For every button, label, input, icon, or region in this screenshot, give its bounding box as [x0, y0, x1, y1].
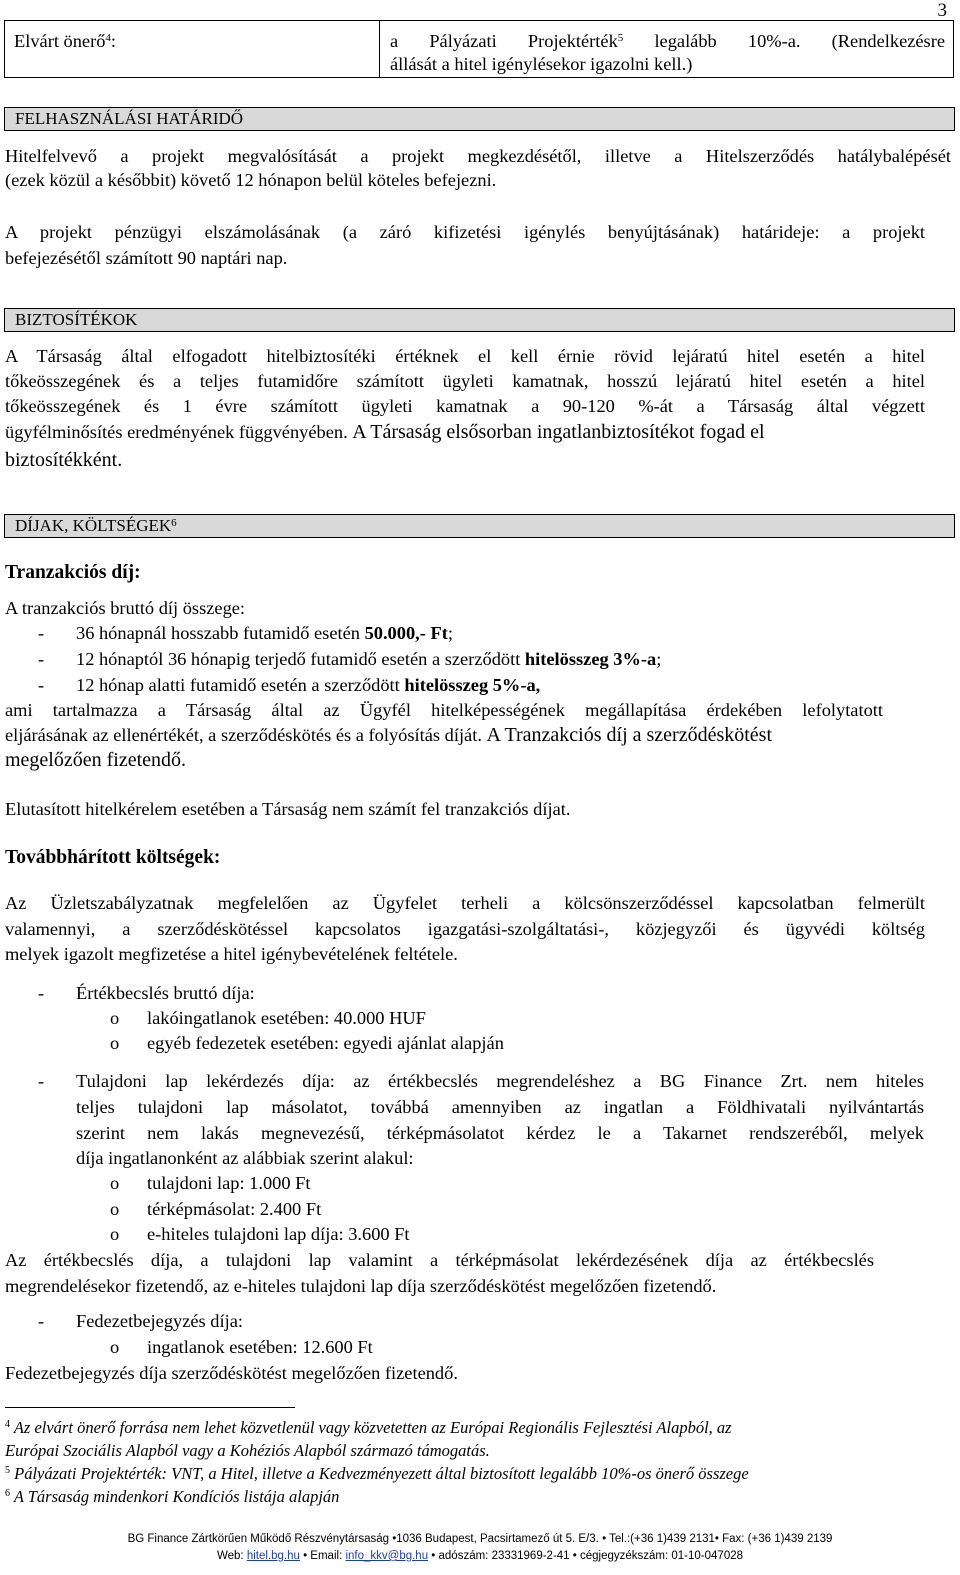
transaction-fee-heading: Tranzakciós díj:: [5, 562, 141, 583]
circle-bullet: o: [110, 1337, 120, 1357]
valuation-fee-title: Értékbecslés bruttó díja:: [76, 983, 255, 1003]
valuation-payment-line: megrendelésekor fizetendő, az e-hiteles tulajdoni lap díja szerződéskötést megelőzően fizetendő.: [5, 1276, 717, 1296]
collateral-line: tőkeösszegének és a teljes futamidőre számított ügyleti kamatnak, hosszú lejáratú hitel esetén a hitel: [5, 371, 925, 391]
land-registry-fee-line: díja ingatlanonként az alábbiak szerint alakul:: [76, 1148, 414, 1168]
footer-contact-line: Web: hitel.bg.hu • Email: info_kkv@bg.hu • adószám: 23331969-2-41 • cégjegyzékszám: 01-10-047028: [216, 1550, 744, 1562]
land-registry-fee-line: Tulajdoni lap lekérdezés díja: az értékbecslés megrendeléshez a BG Finance Zrt. nem hiteles: [76, 1071, 924, 1091]
circle-bullet: o: [110, 1224, 120, 1244]
registration-payment-text: Fedezetbejegyzés díja szerződéskötést megelőzően fizetendő.: [5, 1363, 458, 1383]
circle-bullet: o: [110, 1033, 120, 1053]
deadline-paragraph-line: Hitelfelvevő a projekt megvalósítását a projekt megkezdésétől, illetve a Hitelszerződés hatálybalépését: [5, 146, 951, 166]
registration-fee-title: Fedezetbejegyzés díja:: [76, 1311, 243, 1331]
section-heading-fees: DÍJAK, KÖLTSÉGEK$^6$: [4, 514, 955, 538]
footnote-4: $^4$ Az elvárt önerő forrása nem lehet közvetlenül vagy közvetetten az Európai Regionális Fejlesztési Alapból, az: [5, 1418, 732, 1437]
section-heading-collateral: BIZTOSÍTÉKOK: [4, 308, 955, 332]
collateral-line: A Társaság által elfogadott hitelbiztosítéki értéknek el kell érnie rövid lejáratú hitel esetén a hitel: [5, 346, 925, 366]
circle-bullet: o: [110, 1199, 120, 1219]
dash-bullet: -: [38, 623, 45, 643]
valuation-fee-item: egyéb fedezetek esetében: egyedi ajánlat alapján: [147, 1033, 504, 1053]
passed-on-costs-line: valamennyi, a szerződéskötéssel kapcsolatos igazgatási-szolgáltatási-, közjegyzői és ügyvédi költség: [5, 919, 925, 939]
land-registry-fee-item: tulajdoni lap: 1.000 Ft: [147, 1173, 311, 1193]
footnote-5: $^5$ Pályázati Projektérték: VNT, a Hitel, illetve a Kedvezményezett által biztosított legalább 10%-os önerő összege: [5, 1464, 749, 1483]
email-link[interactable]: info_kkv@bg.hu: [345, 1550, 429, 1562]
settlement-paragraph-line: befejezésétől számított 90 naptári nap.: [5, 248, 288, 268]
registration-fee-item: ingatlanok esetében: 12.600 Ft: [147, 1337, 373, 1357]
dash-bullet: -: [38, 675, 45, 695]
settlement-paragraph-line: A projekt pénzügyi elszámolásának (a záró kifizetési igénylés benyújtásának) határideje: a projekt: [5, 222, 925, 242]
land-registry-fee-line: teljes tulajdoni lap másolatot, továbbá amennyiben az ingatlan a Földhivatali nyilvántartás: [76, 1097, 924, 1117]
own-contribution-table: [4, 20, 954, 78]
footnote-ref-6[interactable]: 6: [171, 517, 177, 529]
collateral-line: tőkeösszegének és 1 évre számított ügyleti kamatnak a 90-120 %-át a Társaság által végzett: [5, 396, 925, 416]
circle-bullet: o: [110, 1173, 120, 1193]
footnote-rule: [5, 1407, 295, 1408]
collateral-line: ügyfélminősítés eredményének függvényében. A Társaság elsősorban ingatlanbiztosítékot fogad el: [5, 421, 765, 443]
own-contribution-value-line2: állását a hitel igénylésekor igazolni kell.): [390, 54, 693, 74]
website-link[interactable]: hitel.bg.hu: [246, 1550, 300, 1562]
footnote-ref-4[interactable]: 4: [105, 32, 111, 44]
footer-company-line: BG Finance Zártkörűen Működő Részvénytársaság •1036 Budapest, Pacsirtamező út 5. E/3. • Tel.:(+36 1)439 2131• Fax: (+36 1)439 2139: [127, 1533, 833, 1545]
own-contribution-label: Elvárt önerő$^4$:: [14, 31, 117, 51]
dash-bullet: -: [38, 649, 45, 669]
circle-bullet: o: [110, 1008, 120, 1028]
passed-on-costs-line: Az Üzletszabályzatnak megfelelően az Ügyfelet terheli a kölcsönszerződéssel kapcsolatban felmerült: [5, 893, 925, 913]
dash-bullet: -: [38, 1071, 45, 1091]
passed-on-costs-line: melyek igazolt megfizetése a hitel igénybevételének feltétele.: [5, 944, 458, 964]
transaction-fee-text: megelőzően fizetendő.: [5, 749, 187, 771]
fee-bullet-3: 12 hónap alatti futamidő esetén a szerződött hitelösszeg 5%-a,: [76, 675, 541, 695]
rejected-application-text: Elutasított hitelkérelem esetében a Társaság nem számít fel tranzakciós díjat.: [5, 799, 571, 819]
footnote-4-cont: Európai Szociális Alapból vagy a Kohéziós Alapból származó támogatás.: [5, 1441, 490, 1460]
footnote-6: $^6$ A Társaság mindenkori Kondíciós listája alapján: [5, 1487, 340, 1506]
passed-on-costs-heading: Továbbhárított költségek:: [5, 847, 221, 868]
land-registry-fee-item: e-hiteles tulajdoni lap díja: 3.600 Ft: [147, 1224, 410, 1244]
valuation-fee-item: lakóingatlanok esetében: 40.000 HUF: [147, 1008, 426, 1028]
transaction-fee-intro: A tranzakciós bruttó díj összege:: [5, 598, 246, 618]
footnote-ref-5[interactable]: 5: [617, 32, 624, 44]
deadline-paragraph-line: (ezek közül a későbbit) követő 12 hónapon belül köteles befejezni.: [5, 170, 497, 190]
dash-bullet: -: [38, 1311, 45, 1331]
dash-bullet: -: [38, 983, 45, 1003]
section-heading-deadline: FELHASZNÁLÁSI HATÁRIDŐ: [4, 107, 955, 131]
page-number: 3: [937, 0, 947, 21]
table-divider: [379, 21, 380, 77]
land-registry-fee-line: szerint nem lakás megnevezésű, térképmásolatot kérdez le a Takarnet rendszeréből, melyek: [76, 1123, 924, 1143]
own-contribution-value: a Pályázati Projektérték$^5$ legalább 10%-a. (Rendelkezésre: [390, 31, 946, 51]
land-registry-fee-item: térképmásolat: 2.400 Ft: [147, 1199, 322, 1219]
fee-bullet-2: 12 hónaptól 36 hónapig terjedő futamidő esetén a szerződött hitelösszeg 3%-a;: [76, 649, 662, 669]
fee-bullet-1: 36 hónapnál hosszabb futamidő esetén 50.000,- Ft;: [76, 623, 453, 643]
valuation-payment-line: Az értékbecslés díja, a tulajdoni lap valamint a térképmásolat lekérdezésének díja az értékbecslés: [5, 1250, 874, 1270]
collateral-line: biztosítékként.: [5, 449, 123, 471]
transaction-fee-text: ami tartalmazza a Társaság által az Ügyfél hitelképességének megállapítása érdekében lefolytatott: [5, 700, 883, 720]
transaction-fee-text: eljárásának az ellenértékét, a szerződéskötés és a folyósítás díját. A Tranzakciós díj a szerződéskötést: [5, 724, 773, 746]
